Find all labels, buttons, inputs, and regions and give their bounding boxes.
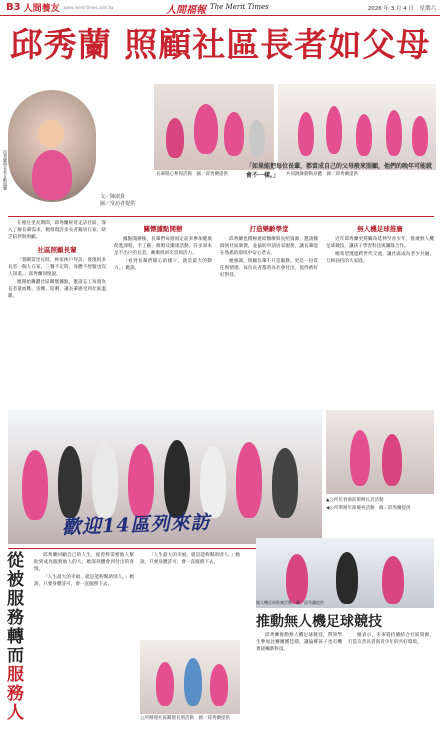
top-center-photo (154, 84, 274, 170)
top-right-caption: 共同跳舞動動身體 圖／邱秀蘭提供 (286, 172, 358, 177)
top-center-caption: 長輩開心參與活動 圖／邱秀蘭提供 (156, 172, 228, 177)
article-column-4 (326, 220, 434, 430)
page-title: 邱秀蘭 照顧社區長者如父母 (9, 25, 431, 64)
issue-date: 2026 年 3 月 4 日 星期六 (367, 6, 436, 12)
drone-soccer-title: 推動無人機足球競技 (256, 614, 382, 630)
subhead-3: 打造樂齡學堂 (249, 225, 289, 233)
column-3-para-b: 她強調，照顧長輩不只是服務，更是一份責任與情感，每位長者都曾為社會付出，值得被好好對待。 (220, 259, 318, 278)
bottom-right-caption: 無人機足球推廣活動 圖／邱秀蘭提供 (256, 600, 324, 605)
bottom-para-a: 邱秀蘭回顧自己的人生，從曾經需要他人幫助到成為服務他人的人，她深刻體會到付出的喜悅。 (34, 553, 134, 572)
subhead-1: 社區照顧長輩 (37, 246, 77, 254)
bottom-para-b: 「人生最大的幸福，就是能夠幫助別人。」她說，只要身體許可，會一直服務下去。 (34, 575, 134, 587)
bottom-para-b2: 「人生最大的幸福，就是能夠幫助別人。」她說，只要身體許可，會一直服務下去。 (140, 553, 240, 565)
divider-line (8, 216, 434, 217)
column-1-intro: 在擔任里長期間，邱秀蘭經常走訪社區，深入了解長輩需求。她發現許多長者獨居在家，缺乏陪伴與照顧。 (8, 221, 106, 240)
bottom-column-3 (256, 632, 342, 730)
right-middle-photo (326, 410, 434, 494)
article-column-2 (114, 220, 212, 430)
section-vertical-title (7, 552, 29, 723)
site-url[interactable]: www.merit-times.com.tw (63, 5, 114, 10)
bottom-column-4 (348, 632, 434, 730)
column-3-para-a: 邱秀蘭也積極連結醫療與長照資源，邀請醫師到社區衛教，並協助申請居家服務，讓長輩能在熟悉的環境中安心老去。 (220, 237, 318, 256)
column-1-para-a: 「我剛當里長時，挨家挨戶拜訪，發現很多長者一個人在家，三餐不定時，身體不舒服也沒人知道。」邱秀蘭回憶說。 (8, 258, 106, 277)
pull-quote: 「如果能把每位長輩，都當成自己的父母般來照顧，他們的晚年可能就會不一樣。」 (246, 163, 433, 179)
section-number: B3 (6, 2, 21, 13)
bottom-column-1 (34, 552, 134, 730)
vertical-title-line-2: 服務人 (7, 665, 24, 723)
bottom-para-d: 她表示，未來將持續結合社區資源，打造友善長者與青少年的共好環境。 (348, 633, 434, 645)
bottom-para-c: 邱秀蘭推動無人機足球競技，帶領學生參加比賽屢獲佳績，讓偏鄉孩子也有機會接觸新科技。 (256, 633, 342, 652)
middle-caption: ▲公所於春節前舉辦長者活動 (326, 498, 384, 503)
welcome-banner: 歡迎14區列來訪 (61, 511, 211, 539)
page-header (0, 0, 440, 16)
byline (100, 194, 135, 208)
article-column-3 (220, 220, 318, 430)
bottom-column-2 (140, 552, 240, 636)
column-2-para-b: 「看到長輩們開心的樣子，就是最大的動力。」她說。 (114, 259, 212, 271)
bottom-right-photo (256, 538, 434, 608)
bottom-left-photo (140, 640, 240, 714)
column-4-para-a: 近年邱秀蘭更將觸角延伸至青少年，推廣無人機足球競技，讓孩子學習科技與團隊合作。 (326, 237, 434, 249)
portrait-caption: 邱秀蘭與長者互動溫馨 (3, 150, 8, 190)
section-name: 人間養友 (23, 4, 60, 14)
column-2-para-a: 據點開辦後，長輩們每週固定前來參加健康促進課程、手工藝、歌唱及團康活動，許多原本足不出戶的長者，漸漸找回笑容與活力。 (114, 237, 212, 256)
byline-photo-credit: 圖／受訪者提供 (100, 201, 136, 207)
subhead-4: 無人機足球推廣 (357, 225, 403, 233)
newspaper-logo: 人間福報 (166, 5, 206, 16)
column-4-para-b: 她希望透過跨世代交流，讓社區成為老少共融、互相扶持的大家庭。 (326, 252, 434, 264)
bottom-left-caption: 公所辦理社區關懷長照活動 圖／邱秀蘭提供 (140, 716, 230, 721)
newspaper-logo-en: The Merit Times (210, 3, 269, 11)
top-right-photo (278, 84, 436, 170)
byline-author: 文／陳淑貴 (100, 194, 126, 200)
subhead-2: 關懷據點開辦 (143, 225, 183, 233)
vertical-title-line-1: 從被服務轉而 (7, 551, 24, 666)
portrait-photo (8, 90, 96, 202)
article-column-1 (8, 220, 106, 430)
middle-caption-2: ◀公所舉辦年節慶祝活動 圖／邱秀蘭提供 (326, 506, 411, 511)
column-1-para-b: 她開始籌劃社區關懷據點，邀請志工每週為長者量血壓、送餐、陪聊，讓長輩感受到社區溫暖。 (8, 280, 106, 299)
